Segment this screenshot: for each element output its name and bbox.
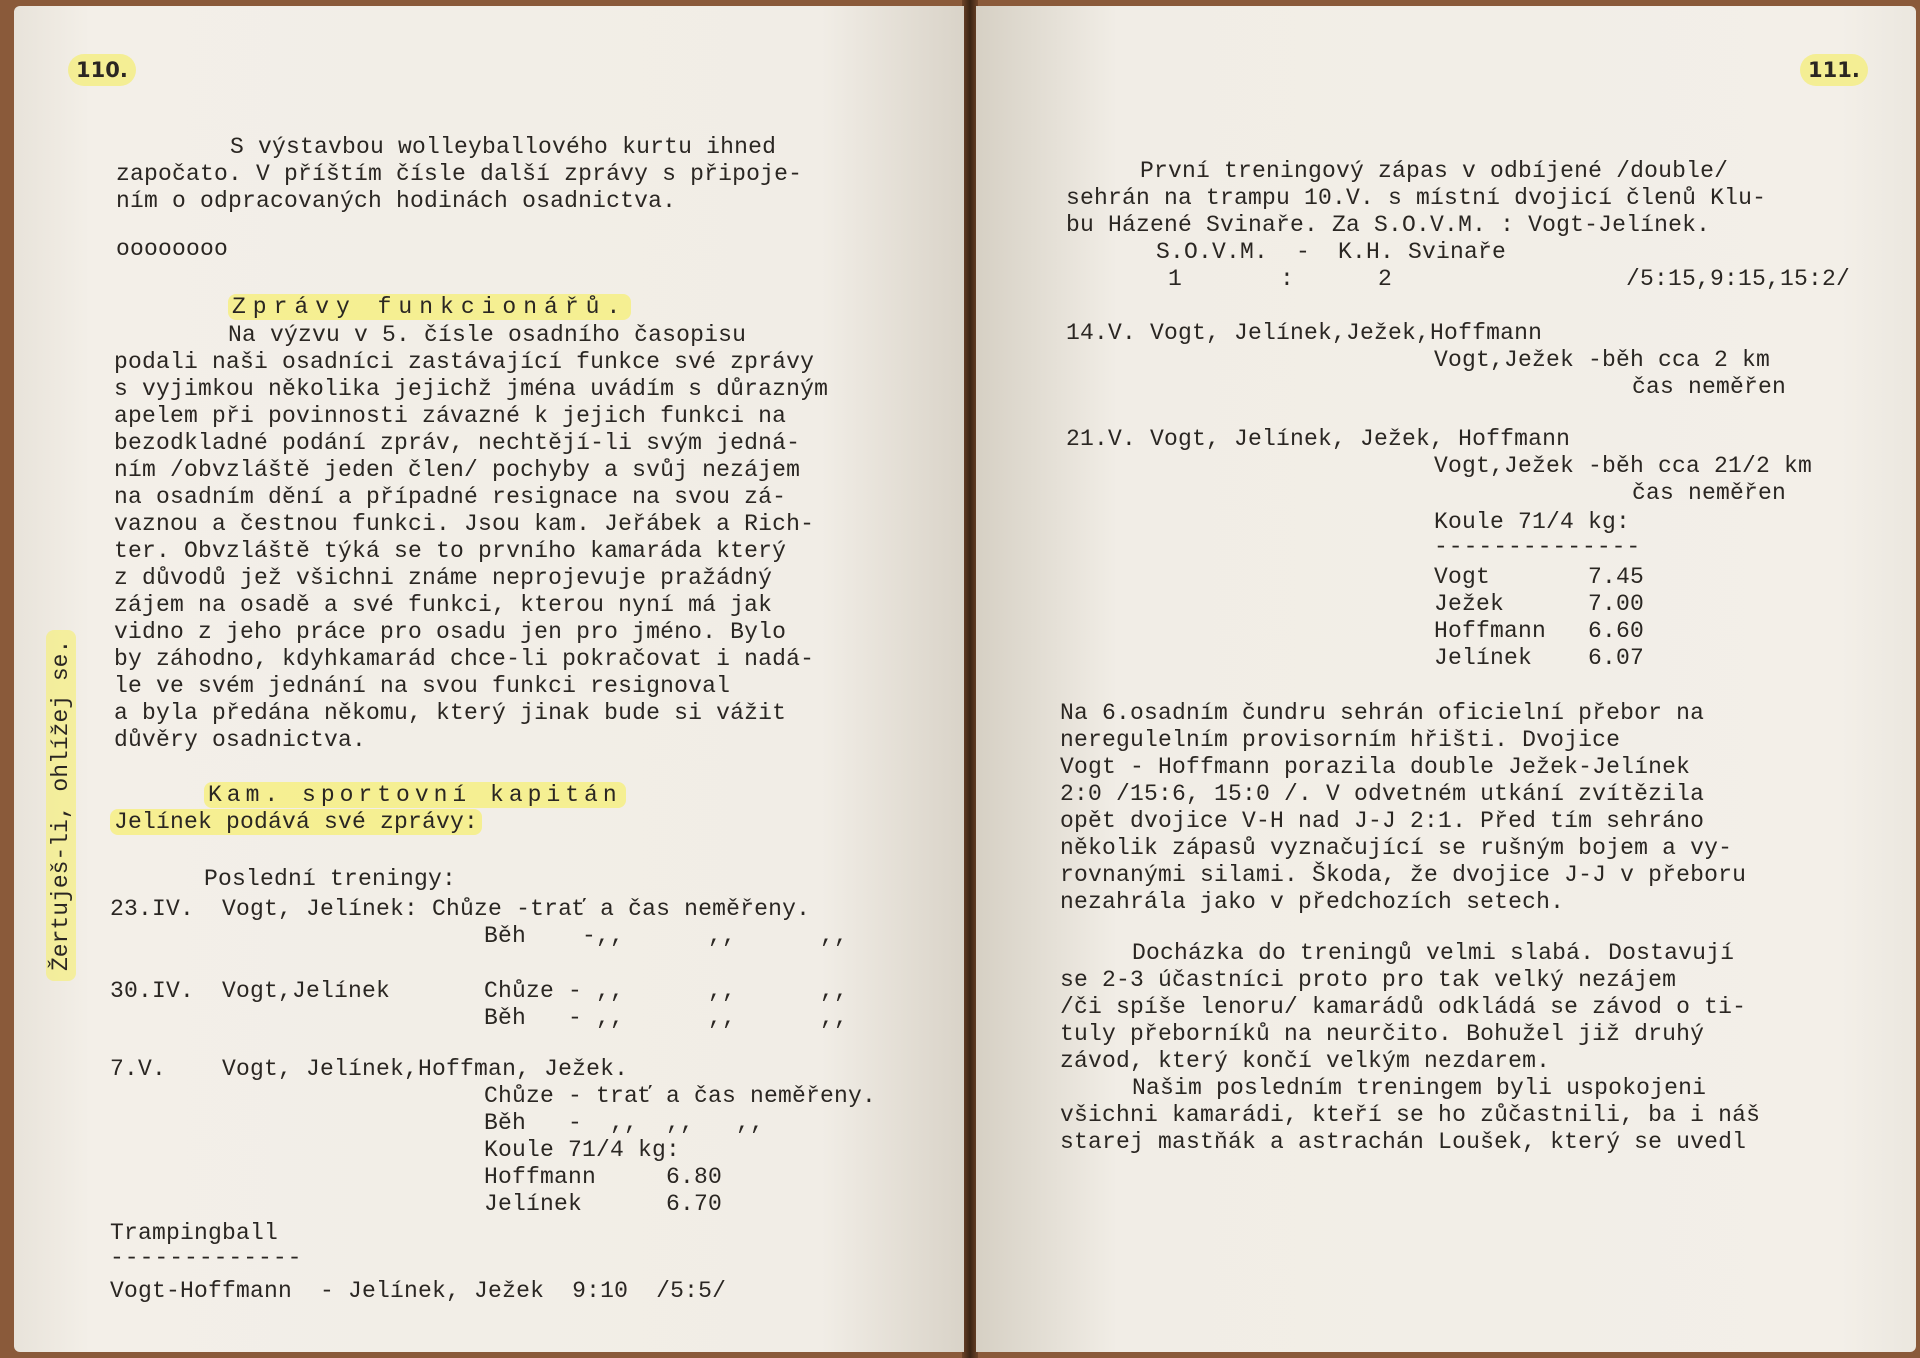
text-line: čas neměřen — [1632, 374, 1787, 400]
text-line: 21.V. Vogt, Jelínek, Ježek, Hoffmann — [1066, 426, 1571, 452]
text-line: a byla předána někomu, který jinak bude si vážit — [114, 700, 787, 726]
underline-dashes: ------------- — [110, 1245, 303, 1271]
text-line: 30.IV. Vogt,Jelínek — [110, 978, 391, 1004]
text-line: by záhodno, kdyhkamarád chce-li pokračovat i nadá- — [114, 646, 815, 672]
text-line: důvěry osadnictva. — [114, 727, 367, 753]
text-line: podali naši osadníci zastávající funkce své zprávy — [114, 349, 815, 375]
text-line: Běh -,, ,, ,, — [484, 923, 849, 949]
text-line: Ježek 7.00 — [1434, 591, 1645, 617]
text-line: Vogt-Hoffmann - Jelínek, Ježek 9:10 /5:5/ — [110, 1278, 727, 1304]
section-heading-highlight: Zprávy funkcionářů. — [228, 294, 631, 320]
text-line: bu Házené Svinaře. Za S.O.V.M. : Vogt-Jelínek. — [1066, 212, 1711, 238]
text-line: První treningový zápas v odbíjené /double/ — [1140, 158, 1729, 184]
text-line: Trampingball — [110, 1220, 279, 1246]
text-line: Chůze - ,, ,, ,, — [484, 978, 849, 1004]
text-line: Jelínek 6.07 — [1434, 645, 1645, 671]
text-line: se 2-3 účastníci proto pro tak velký nezájem — [1060, 967, 1677, 993]
text-line: vaznou a čestnou funkci. Jsou kam. Jeřábek a Rich- — [114, 511, 815, 537]
underline-dashes: -------------- — [1434, 534, 1642, 560]
text-line: Běh - ,, ,, ,, — [484, 1005, 849, 1031]
text-line: Běh - ,, ,, ,, — [484, 1110, 765, 1136]
text-line: opět dvojice V-H nad J-J 2:1. Před tím sehráno — [1060, 808, 1705, 834]
text-line: Hoffmann 6.80 — [484, 1164, 723, 1190]
text-line: všichni kamarádi, kteří se ho zůčastnili, ba i náš — [1060, 1102, 1761, 1128]
text-line: apelem při povinnosti závazné k jejich funkci na — [114, 403, 787, 429]
text-line: Vogt,Ježek -běh cca 2 km — [1434, 347, 1771, 373]
text-line: vidno z jeho práce pro osadu jen pro jméno. Bylo — [114, 619, 787, 645]
text-line: Koule 71/4 kg: — [1434, 509, 1631, 535]
text-highlight: Jelínek podává své zprávy: — [110, 809, 482, 835]
text-line: 23.IV. Vogt, Jelínek: Chůze -trať a čas neměřeny. — [110, 896, 811, 922]
text-line: Jelínek 6.70 — [484, 1191, 723, 1217]
right-page — [976, 6, 1916, 1352]
text-line: tuly přeborníků na neurčito. Bohužel již druhý — [1060, 1021, 1705, 1047]
text-line: le ve svém jednání na svou funkci resignoval — [114, 673, 731, 699]
text-line: Vogt - Hoffmann porazila double Ježek-Jelínek — [1060, 754, 1691, 780]
text-line: bezodkladné podání zpráv, nechtějí-li svým jedná- — [114, 430, 801, 456]
text-line: závod, který končí velkým nezdarem. — [1060, 1048, 1551, 1074]
text-line: starej mastňák a astrachán Loušek, který se uvedl — [1060, 1129, 1747, 1155]
text-line: Hoffmann 6.60 — [1434, 618, 1645, 644]
text-line: /5:15,9:15,15:2/ — [1626, 266, 1851, 292]
text-line: S výstavbou wolleyballového kurtu ihned — [230, 134, 777, 160]
text-line: na osadním dění a případné resignace na svou zá- — [114, 484, 787, 510]
text-line: 1 : 2 — [1168, 266, 1393, 292]
text-line: čas neměřen — [1632, 480, 1787, 506]
text-line: sehrán na trampu 10.V. s místní dvojicí členů Klu- — [1066, 185, 1767, 211]
text-line: neregulelním provisorním hřišti. Dvojice — [1060, 727, 1621, 753]
section-heading — [228, 294, 631, 321]
text-line: několik zápasů vyznačující se rušným bojem a vy- — [1060, 835, 1733, 861]
text-line: Na výzvu v 5. čísle osadního časopisu — [228, 322, 747, 348]
text-line: započato. V příštím čísle další zprávy s připoje- — [116, 161, 803, 187]
text-line: Poslední treningy: — [204, 866, 457, 892]
text-line: zájem na osadě a své funkci, kterou nyní má jak — [114, 592, 773, 618]
text-line: 14.V. Vogt, Jelínek,Ježek,Hoffmann — [1066, 320, 1543, 346]
left-page-number: 110. — [68, 54, 136, 86]
text-line: ním /obvzláště jeden člen/ pochyby a svůj nezájem — [114, 457, 801, 483]
text-line: nezahrála jako v předchozích setech. — [1060, 889, 1565, 915]
text-line: S.O.V.M. - K.H. Svinaře — [1156, 239, 1507, 265]
text-line: ním o odpracovaných hodinách osadnictva. — [116, 188, 677, 214]
margin-note: Žertuješ-li, ohlížej se. — [46, 630, 76, 981]
right-page-number: 111. — [1800, 54, 1868, 86]
left-page — [14, 6, 964, 1352]
text-line: /či spíše lenoru/ kamarádů odkládá se závod o ti- — [1060, 994, 1747, 1020]
text-line: Vogt,Ježek -běh cca 21/2 km — [1434, 453, 1813, 479]
text-line: Chůze - trať a čas neměřeny. — [484, 1083, 877, 1109]
text-line: Našim posledním treningem byli uspokojeni — [1132, 1075, 1707, 1101]
text-line: Na 6.osadním čundru sehrán oficielní přebor na — [1060, 700, 1705, 726]
section-heading-highlight: Kam. sportovní kapitán — [204, 782, 626, 808]
text-line: z důvodů jež všichni známe neprojevuje pražádný — [114, 565, 773, 591]
text-line: ter. Obvzláště týká se to prvního kamaráda který — [114, 538, 787, 564]
text-line: Docházka do treningů velmi slabá. Dostavují — [1132, 940, 1735, 966]
text-line: s vyjimkou několika jejichž jména uvádím s důrazným — [114, 376, 829, 402]
section-heading — [204, 782, 626, 809]
text-line: rovnanými silami. Škoda, že dvojice J-J v přeboru — [1060, 862, 1747, 888]
text-line: Vogt 7.45 — [1434, 564, 1645, 590]
text-line: Koule 71/4 kg: — [484, 1137, 681, 1163]
text-line — [110, 809, 482, 836]
text-line: 7.V. Vogt, Jelínek,Hoffman, Ježek. — [110, 1056, 629, 1082]
text-line: 2:0 /15:6, 15:0 /. V odvetném utkání zvítězila — [1060, 781, 1705, 807]
separator-line: oooooooo — [116, 236, 229, 262]
